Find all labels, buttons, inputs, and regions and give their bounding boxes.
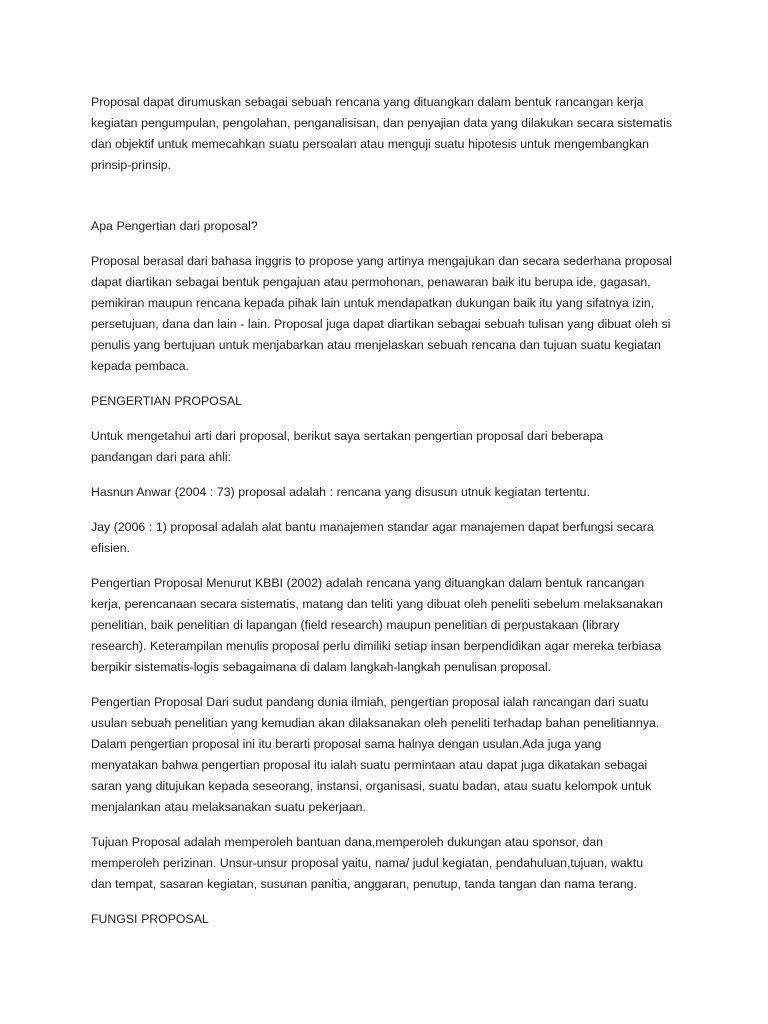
paragraph-jay: Jay (2006 : 1) proposal adalah alat bantu manajemen standar agar manajemen dapat berfungsi secara efisien. [91, 520, 654, 555]
spacer [91, 895, 686, 909]
spacer [91, 412, 686, 426]
spacer [91, 818, 686, 832]
spacer [91, 503, 686, 517]
paragraph-hasnun-anwar: Hasnun Anwar (2004 : 73) proposal adalah : rencana yang disusun utnuk kegiatan tertentu. [91, 485, 590, 499]
paragraph-ilmiah: Pengertian Proposal Dari sudut pandang dunia ilmiah, pengertian proposal ialah rancangan dari suatu usulan sebuah penelitian yang kemudian akan dilaksanakan oleh peneliti terhadap bahan penelitiannya. Dalam pengertian proposal ini itu berarti proposal sama halnya dengan usulan.Ada juga yang menyatakan bahwa pengertian proposal itu ialah suatu permintaan atau dapat juga dikatakan sebagai saran yang ditujukan kepada seseorang, instansi, organisasi, suatu badan, atau suatu kelompok untuk menjalankan atau melaksanakan suatu pekerjaan. [91, 695, 660, 814]
section-heading-fungsi: FUNGSI PROPOSAL [91, 912, 209, 926]
spacer [91, 678, 686, 692]
spacer [91, 559, 686, 573]
paragraph-kbbi: Pengertian Proposal Menurut KBBI (2002) adalah rencana yang dituangkan dalam bentuk rancangan kerja, perencanaan secara sistematis, matang dan teliti yang dibuat oleh peneliti sebelum melaksanakan penelitian, baik penelitian di lapangan (field research) maupun penelitian di perpustakaan (library research). Keterampilan menulis proposal perlu dimiliki setiap insan berpendidikan agar mereka terbiasa berpikir sistematis-logis sebagaimana di dalam langkah-langkah penulisan proposal. [91, 576, 663, 674]
paragraph-intro-experts: Untuk mengetahui arti dari proposal, berikut saya sertakan pengertian proposal dari beberapa pandangan dari para ahli: [91, 429, 604, 464]
spacer [91, 237, 686, 251]
paragraph-tujuan: Tujuan Proposal adalah memperoleh bantuan dana,memperoleh dukungan atau sponsor, dan memperoleh perizinan. Unsur-unsur proposal yaitu, nama/ judul kegiatan, pendahuluan,tujuan, waktu dan tempat, sasaran kegiatan, susunan panitia, anggaran, penutup, tanda tangan dan nama terang. [91, 835, 644, 891]
spacer [91, 176, 686, 216]
paragraph-definition: Proposal dapat dirumuskan sebagai sebuah rencana yang dituangkan dalam bentuk rancangan kerja kegiatan pengumpulan, pengolahan, penganalisisan, dan penyajian data yang dilakukan secara sistematis dan objektif untuk memecahkan suatu persoalan atau menguji suatu hipotesis untuk mengembangkan prinsip-prinsip. [91, 95, 673, 172]
section-heading-pengertian: PENGERTIAN PROPOSAL [91, 394, 242, 408]
spacer [91, 377, 686, 391]
paragraph-origin: Proposal berasal dari bahasa inggris to propose yang artinya mengajukan dan secara sederhana proposal dapat diartikan sebagai bentuk pengajuan atau permohonan, penawaran baik itu berupa ide, gagasan, pemikiran maupun rencana kepada pihak lain untuk mendapatkan dukungan baik itu yang sifatnya izin, persetujuan, dana dan lain - lain. Proposal juga dapat diartikan sebagai sebuah tulisan yang dibuat oleh si penulis yang bertujuan untuk menjabarkan atau menjelaskan sebuah rencana dan tujuan suatu kegiatan kepada pembaca. [91, 254, 672, 373]
spacer [91, 468, 686, 482]
question-heading: Apa Pengertian dari proposal? [91, 219, 258, 233]
